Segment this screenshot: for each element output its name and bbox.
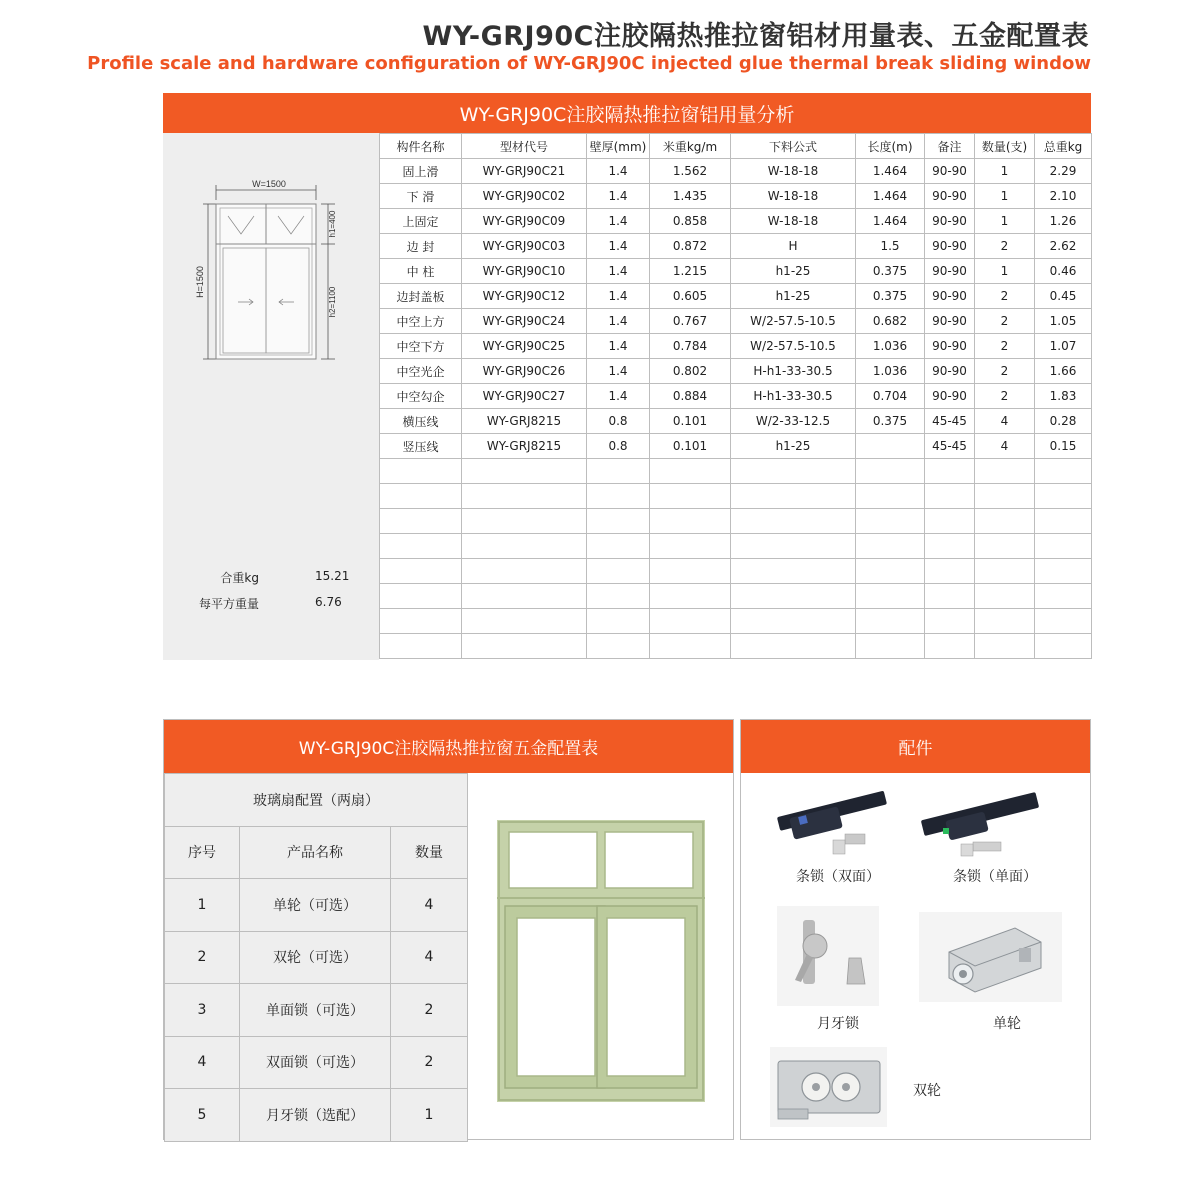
table-cell: [925, 609, 975, 634]
table-cell: [587, 509, 650, 534]
table-cell: 双轮（可选）: [240, 931, 391, 984]
table-cell: 1.66: [1035, 359, 1092, 384]
table-cell: 0.101: [650, 434, 731, 459]
table-cell: 5: [165, 1089, 240, 1142]
part-double-lock: [771, 790, 891, 860]
table-cell: [856, 484, 925, 509]
table-cell: [731, 559, 856, 584]
table-cell: [975, 584, 1035, 609]
table-cell: 0.872: [650, 234, 731, 259]
table-cell: [925, 509, 975, 534]
table-cell: [975, 509, 1035, 534]
table-cell: 0.375: [856, 284, 925, 309]
table-cell: [1035, 559, 1092, 584]
table-cell: [650, 584, 731, 609]
table-row: [380, 159, 1092, 184]
page-subtitle: Profile scale and hardware configuration of WY-GRJ90C injected glue thermal break sliding window: [87, 53, 1091, 74]
usage-section: [163, 93, 1091, 660]
table-row: [380, 309, 1092, 334]
table-cell: WY-GRJ90C26: [462, 359, 587, 384]
table-cell: 90-90: [925, 309, 975, 334]
drawing-h2-label: h2=1100: [328, 286, 337, 318]
hardware-column-header: 产品名称: [240, 826, 391, 879]
table-row-empty: [380, 459, 1092, 484]
table-cell: 月牙锁（选配）: [240, 1089, 391, 1142]
table-cell: [650, 484, 731, 509]
table-cell: 单轮（可选）: [240, 879, 391, 932]
table-cell: [650, 509, 731, 534]
table-cell: 1: [975, 159, 1035, 184]
table-cell: 中空上方: [380, 309, 462, 334]
table-cell: 90-90: [925, 359, 975, 384]
table-cell: 1.4: [587, 334, 650, 359]
table-cell: [587, 459, 650, 484]
table-cell: 4: [975, 409, 1035, 434]
table-cell: [1035, 634, 1092, 659]
table-row: [380, 259, 1092, 284]
table-cell: 1.464: [856, 209, 925, 234]
table-cell: [856, 534, 925, 559]
usage-column-header: 构件名称: [380, 134, 462, 159]
table-cell: 1.5: [856, 234, 925, 259]
table-cell: 45-45: [925, 434, 975, 459]
part-label-5: 双轮: [913, 1083, 941, 1099]
table-row-empty: [380, 484, 1092, 509]
table-cell: [731, 609, 856, 634]
double-lock-icon: [771, 790, 891, 860]
table-cell: [462, 559, 587, 584]
table-cell: [975, 559, 1035, 584]
table-cell: [856, 634, 925, 659]
table-cell: 4: [391, 931, 468, 984]
table-row: [165, 931, 468, 984]
table-cell: 1.4: [587, 384, 650, 409]
table-cell: [462, 484, 587, 509]
table-cell: H-h1-33-30.5: [731, 359, 856, 384]
table-cell: 1: [165, 879, 240, 932]
table-cell: WY-GRJ8215: [462, 434, 587, 459]
part-label-4: 单轮: [993, 1016, 1021, 1032]
table-cell: 1.464: [856, 184, 925, 209]
table-cell: 1.215: [650, 259, 731, 284]
single-roller-icon: [919, 912, 1062, 1002]
table-cell: 1.464: [856, 159, 925, 184]
total-weight-value: 15.21: [315, 569, 350, 583]
table-cell: 1.4: [587, 359, 650, 384]
table-cell: 1.036: [856, 334, 925, 359]
table-row-empty: [380, 509, 1092, 534]
table-cell: W-18-18: [731, 184, 856, 209]
table-cell: 0.28: [1035, 409, 1092, 434]
table-cell: 0.15: [1035, 434, 1092, 459]
table-cell: 竖压线: [380, 434, 462, 459]
table-cell: [856, 509, 925, 534]
table-cell: 0.884: [650, 384, 731, 409]
table-cell: 1: [975, 209, 1035, 234]
table-cell: 90-90: [925, 334, 975, 359]
table-cell: 2: [975, 284, 1035, 309]
table-row: [380, 234, 1092, 259]
table-cell: 1.4: [587, 309, 650, 334]
table-cell: [587, 609, 650, 634]
table-cell: [731, 534, 856, 559]
table-cell: 单面锁（可选）: [240, 984, 391, 1037]
table-cell: 2: [391, 984, 468, 1037]
table-cell: 横压线: [380, 409, 462, 434]
page-title: WY-GRJ90C注胶隔热推拉窗铝材用量表、五金配置表: [422, 21, 1089, 52]
table-row: [165, 1036, 468, 1089]
table-cell: 2: [975, 234, 1035, 259]
table-cell: WY-GRJ90C09: [462, 209, 587, 234]
part-label-1: 条锁（双面）: [796, 869, 880, 885]
table-cell: WY-GRJ90C21: [462, 159, 587, 184]
table-row: [165, 1089, 468, 1142]
table-row-empty: [380, 634, 1092, 659]
table-cell: 0.45: [1035, 284, 1092, 309]
table-cell: [1035, 584, 1092, 609]
table-cell: [650, 534, 731, 559]
table-cell: [856, 584, 925, 609]
usage-column-header: 数量(支): [975, 134, 1035, 159]
table-cell: [650, 609, 731, 634]
table-cell: 中空下方: [380, 334, 462, 359]
table-cell: [975, 534, 1035, 559]
config-title: 玻璃扇配置（两扇）: [165, 774, 468, 827]
table-cell: 0.375: [856, 259, 925, 284]
double-roller-icon: [770, 1047, 887, 1127]
table-row: [165, 984, 468, 1037]
table-cell: [856, 609, 925, 634]
table-cell: h1-25: [731, 434, 856, 459]
table-cell: 2: [975, 334, 1035, 359]
table-cell: 90-90: [925, 184, 975, 209]
table-cell: W/2-57.5-10.5: [731, 334, 856, 359]
usage-column-header: 壁厚(mm): [587, 134, 650, 159]
table-cell: h1-25: [731, 259, 856, 284]
table-cell: 2.10: [1035, 184, 1092, 209]
table-cell: [380, 609, 462, 634]
table-cell: 1.4: [587, 234, 650, 259]
drawing-width-label: W=1500: [252, 179, 286, 189]
table-cell: 0.375: [856, 409, 925, 434]
table-cell: 90-90: [925, 159, 975, 184]
parts-section: [740, 719, 1091, 1140]
table-cell: 1.83: [1035, 384, 1092, 409]
table-row: [380, 284, 1092, 309]
usage-header: WY-GRJ90C注胶隔热推拉窗铝用量分析: [163, 93, 1091, 133]
drawing-h1-label: h1=400: [328, 210, 337, 238]
window-drawing: [183, 178, 363, 378]
table-cell: [380, 584, 462, 609]
part-label-3: 月牙锁: [817, 1016, 859, 1032]
table-cell: 0.8: [587, 434, 650, 459]
table-cell: 90-90: [925, 384, 975, 409]
table-cell: [731, 584, 856, 609]
table-cell: 2: [975, 309, 1035, 334]
table-cell: 固上滑: [380, 159, 462, 184]
hardware-column-header: 数量: [391, 826, 468, 879]
table-cell: [925, 459, 975, 484]
table-cell: 1.26: [1035, 209, 1092, 234]
table-cell: 1.4: [587, 284, 650, 309]
table-cell: [925, 584, 975, 609]
part-label-2: 条锁（单面）: [953, 869, 1037, 885]
table-cell: h1-25: [731, 284, 856, 309]
hardware-column-header: 序号: [165, 826, 240, 879]
table-cell: WY-GRJ90C25: [462, 334, 587, 359]
table-cell: 90-90: [925, 259, 975, 284]
usage-column-header: 米重kg/m: [650, 134, 731, 159]
table-cell: 边 封: [380, 234, 462, 259]
table-cell: 1.435: [650, 184, 731, 209]
table-cell: W/2-33-12.5: [731, 409, 856, 434]
table-cell: [650, 634, 731, 659]
table-cell: [1035, 509, 1092, 534]
table-cell: 4: [165, 1036, 240, 1089]
table-cell: [462, 609, 587, 634]
table-cell: [925, 559, 975, 584]
table-row-empty: [380, 609, 1092, 634]
table-row-empty: [380, 584, 1092, 609]
table-cell: 1: [975, 184, 1035, 209]
table-cell: [1035, 534, 1092, 559]
table-cell: 0.8: [587, 409, 650, 434]
total-weight-label: 合重kg: [220, 571, 259, 585]
table-cell: 90-90: [925, 284, 975, 309]
table-row: [380, 409, 1092, 434]
table-cell: [925, 534, 975, 559]
table-cell: [587, 584, 650, 609]
drawing-height-label: H=1500: [195, 266, 205, 298]
table-row: [380, 209, 1092, 234]
table-cell: [1035, 484, 1092, 509]
usage-column-header: 型材代号: [462, 134, 587, 159]
usage-left-panel: [163, 133, 379, 660]
usage-column-header: 备注: [925, 134, 975, 159]
table-cell: 1.4: [587, 159, 650, 184]
table-cell: 中 柱: [380, 259, 462, 284]
table-cell: 0.784: [650, 334, 731, 359]
table-cell: [587, 559, 650, 584]
table-cell: H: [731, 234, 856, 259]
table-cell: [650, 459, 731, 484]
table-row-empty: [380, 534, 1092, 559]
table-cell: [975, 634, 1035, 659]
table-cell: [380, 459, 462, 484]
table-cell: [1035, 459, 1092, 484]
table-cell: [587, 484, 650, 509]
table-cell: 2: [165, 931, 240, 984]
table-cell: [380, 484, 462, 509]
table-cell: [1035, 609, 1092, 634]
table-cell: [587, 634, 650, 659]
table-cell: 0.46: [1035, 259, 1092, 284]
table-row: [165, 879, 468, 932]
window-photo: [497, 820, 705, 1102]
table-cell: WY-GRJ90C03: [462, 234, 587, 259]
table-cell: [925, 484, 975, 509]
table-cell: 4: [975, 434, 1035, 459]
table-cell: 0.101: [650, 409, 731, 434]
table-cell: 中空勾企: [380, 384, 462, 409]
table-cell: [380, 534, 462, 559]
hardware-table: [164, 773, 468, 1142]
table-cell: [975, 459, 1035, 484]
table-cell: WY-GRJ90C24: [462, 309, 587, 334]
table-cell: 双面锁（可选）: [240, 1036, 391, 1089]
parts-header: 配件: [741, 720, 1090, 773]
table-cell: H-h1-33-30.5: [731, 384, 856, 409]
table-cell: 1.4: [587, 184, 650, 209]
hardware-section: [163, 719, 734, 1140]
table-cell: [650, 559, 731, 584]
table-cell: 1.4: [587, 259, 650, 284]
table-row: [380, 334, 1092, 359]
table-cell: [380, 509, 462, 534]
table-cell: [380, 634, 462, 659]
table-cell: [731, 509, 856, 534]
table-cell: [587, 534, 650, 559]
table-cell: 45-45: [925, 409, 975, 434]
table-cell: WY-GRJ90C02: [462, 184, 587, 209]
table-cell: 0.858: [650, 209, 731, 234]
table-cell: WY-GRJ90C12: [462, 284, 587, 309]
table-cell: [856, 434, 925, 459]
table-cell: 90-90: [925, 209, 975, 234]
table-row: [380, 384, 1092, 409]
table-cell: 1.562: [650, 159, 731, 184]
table-cell: W-18-18: [731, 159, 856, 184]
table-cell: WY-GRJ90C10: [462, 259, 587, 284]
part-double-roller: [770, 1047, 887, 1127]
table-cell: WY-GRJ90C27: [462, 384, 587, 409]
table-cell: [462, 584, 587, 609]
table-cell: 2.29: [1035, 159, 1092, 184]
table-cell: [731, 459, 856, 484]
crescent-lock-icon: [777, 906, 879, 1006]
usage-column-header: 长度(m): [856, 134, 925, 159]
table-row-empty: [380, 559, 1092, 584]
table-cell: W-18-18: [731, 209, 856, 234]
table-cell: 2.62: [1035, 234, 1092, 259]
table-cell: [462, 459, 587, 484]
table-cell: 2: [975, 384, 1035, 409]
table-cell: 1.07: [1035, 334, 1092, 359]
table-cell: [975, 484, 1035, 509]
per-sqm-value: 6.76: [315, 595, 342, 609]
usage-column-header: 总重kg: [1035, 134, 1092, 159]
table-cell: 0.682: [856, 309, 925, 334]
part-crescent-lock: [777, 906, 879, 1006]
table-cell: [380, 559, 462, 584]
table-cell: 0.605: [650, 284, 731, 309]
table-cell: 0.802: [650, 359, 731, 384]
table-cell: 边封盖板: [380, 284, 462, 309]
table-cell: [975, 609, 1035, 634]
table-cell: 上固定: [380, 209, 462, 234]
single-lock-icon: [917, 786, 1043, 862]
table-cell: [856, 559, 925, 584]
table-row: [380, 359, 1092, 384]
table-cell: 4: [391, 879, 468, 932]
table-cell: 2: [391, 1036, 468, 1089]
table-cell: [856, 459, 925, 484]
table-cell: [462, 534, 587, 559]
table-cell: 2: [975, 359, 1035, 384]
table-cell: 中空光企: [380, 359, 462, 384]
table-row: [380, 184, 1092, 209]
table-cell: 1: [975, 259, 1035, 284]
table-row: [380, 434, 1092, 459]
table-cell: [731, 484, 856, 509]
usage-table: [379, 133, 1092, 659]
table-cell: 3: [165, 984, 240, 1037]
table-cell: 下 滑: [380, 184, 462, 209]
usage-column-header: 下料公式: [731, 134, 856, 159]
part-single-lock: [917, 786, 1043, 862]
per-sqm-label: 每平方重量: [198, 597, 259, 611]
table-cell: 1.036: [856, 359, 925, 384]
table-cell: [731, 634, 856, 659]
table-cell: [462, 509, 587, 534]
table-cell: 1: [391, 1089, 468, 1142]
table-cell: 90-90: [925, 234, 975, 259]
table-cell: [925, 634, 975, 659]
part-single-roller: [919, 912, 1062, 1002]
table-cell: 1.05: [1035, 309, 1092, 334]
table-cell: WY-GRJ8215: [462, 409, 587, 434]
table-cell: 0.767: [650, 309, 731, 334]
hardware-header: WY-GRJ90C注胶隔热推拉窗五金配置表: [164, 720, 733, 773]
table-cell: 1.4: [587, 209, 650, 234]
table-cell: [462, 634, 587, 659]
table-cell: 0.704: [856, 384, 925, 409]
table-cell: W/2-57.5-10.5: [731, 309, 856, 334]
